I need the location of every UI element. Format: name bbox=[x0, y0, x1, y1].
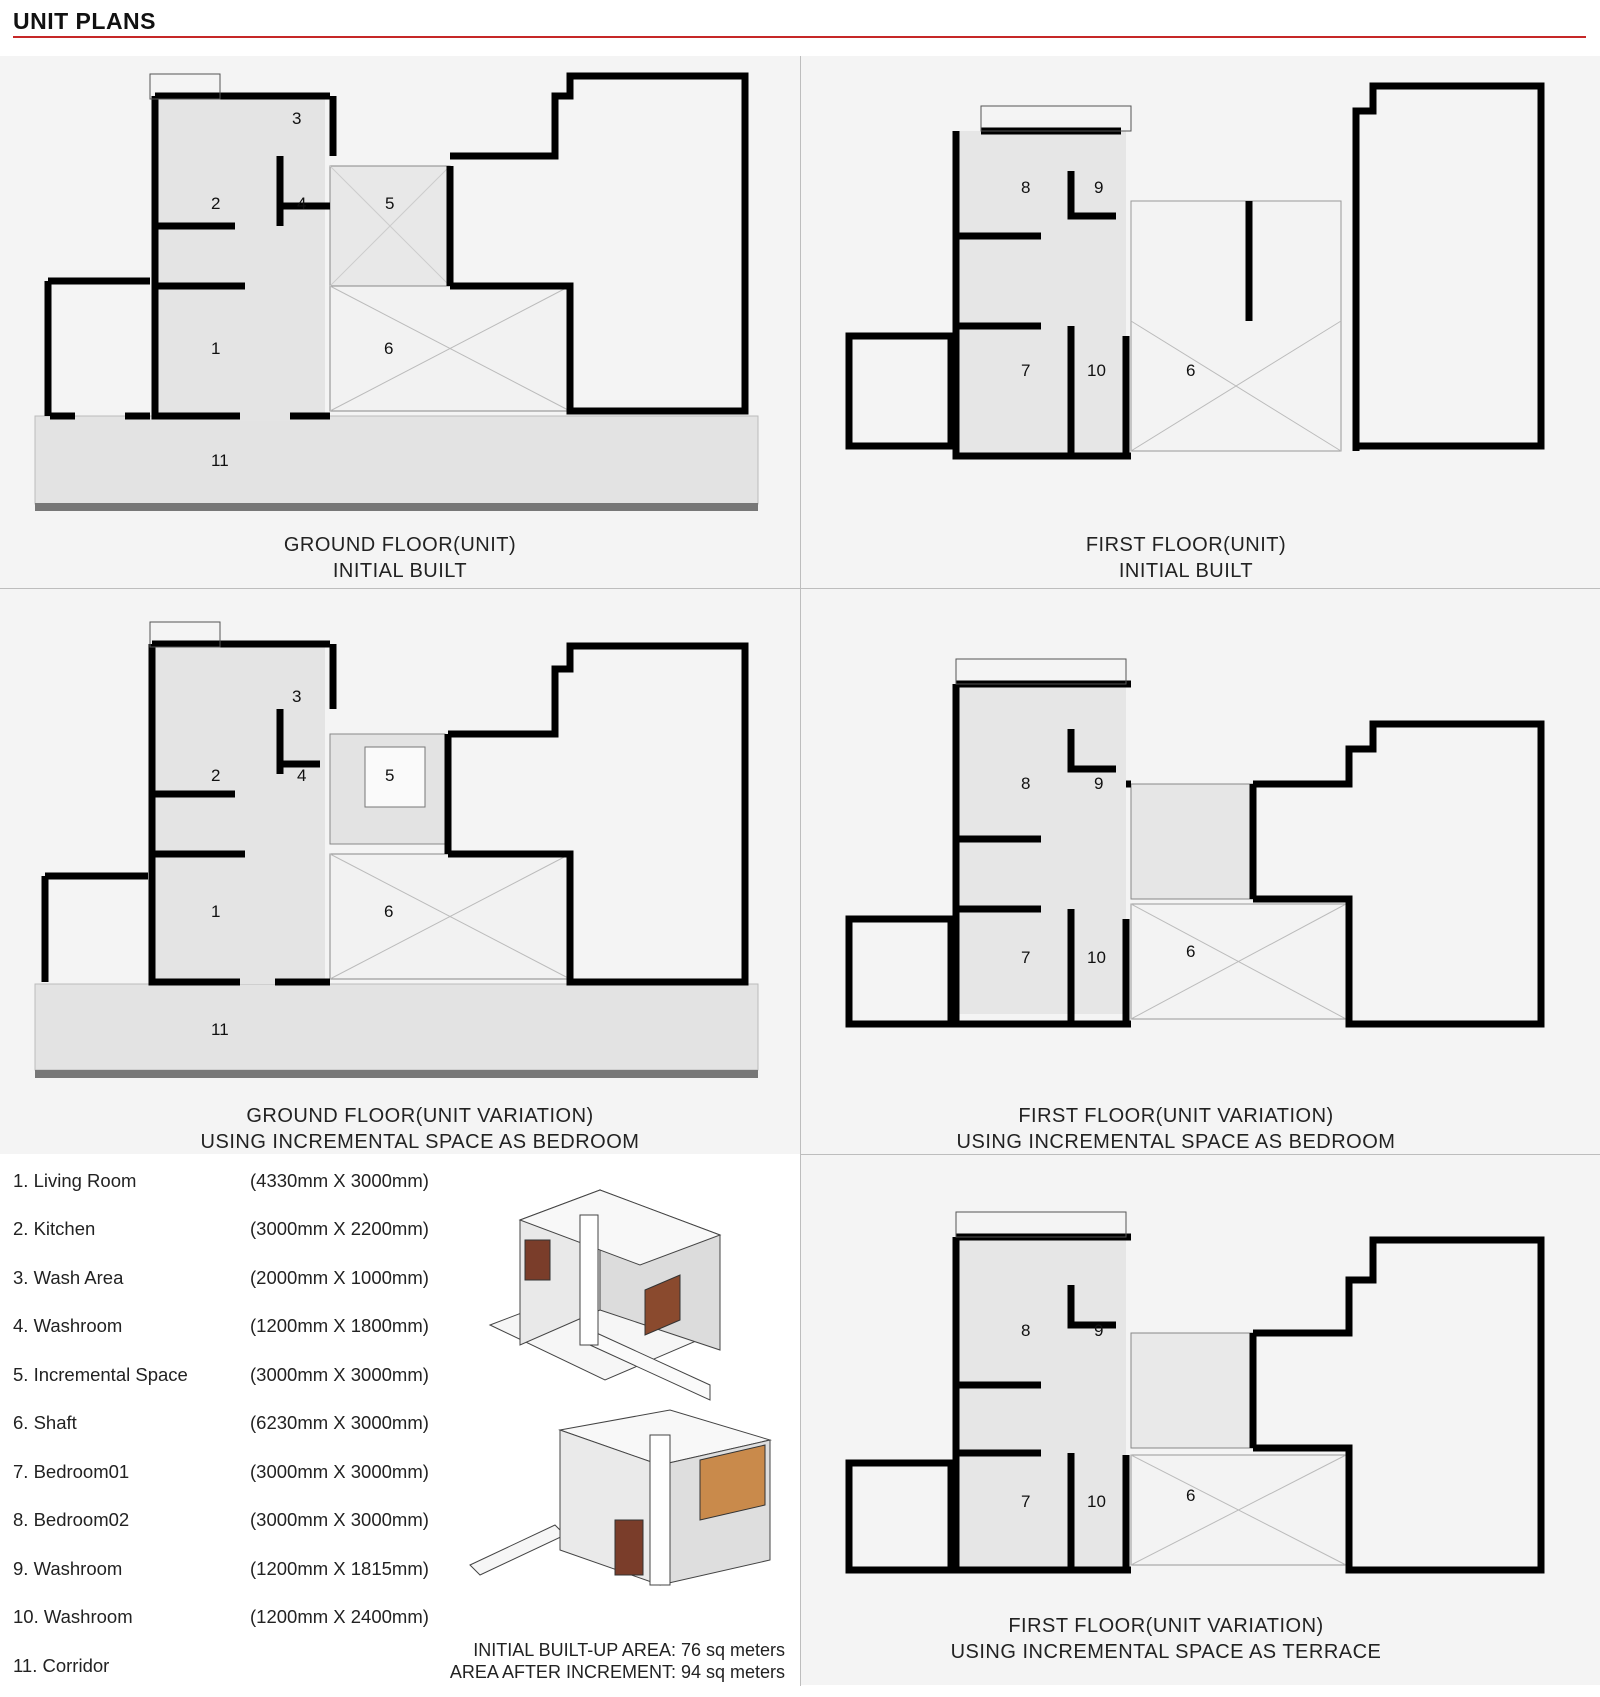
room-label-2: 2 bbox=[211, 194, 221, 213]
legend-name: 1. Living Room bbox=[13, 1170, 137, 1191]
legend-name: 5. Incremental Space bbox=[13, 1364, 188, 1385]
floor-plan-ff-initial bbox=[801, 56, 1600, 588]
room-label-4: 4 bbox=[297, 194, 307, 213]
legend-name: 4. Washroom bbox=[13, 1315, 123, 1336]
legend-row bbox=[13, 1558, 453, 1588]
caption-line-1: FIRST FLOOR(UNIT VARIATION) bbox=[1008, 1615, 1324, 1637]
room-label-7: 7 bbox=[1021, 1492, 1031, 1511]
caption-line-1: GROUND FLOOR(UNIT VARIATION) bbox=[246, 1105, 594, 1127]
caption-line-2: INITIAL BUILT bbox=[332, 560, 468, 582]
room-label-5: 5 bbox=[385, 194, 395, 213]
room-label-8: 8 bbox=[1021, 1321, 1031, 1340]
legend-dims: (3000mm X 2200mm) bbox=[250, 1218, 429, 1239]
room-label-11: 11 bbox=[211, 1020, 229, 1039]
bed bbox=[365, 747, 425, 807]
legend-row bbox=[13, 1315, 453, 1345]
room-label-3: 3 bbox=[292, 687, 302, 706]
legend-dims: (3000mm X 3000mm) bbox=[250, 1509, 429, 1530]
floor-plan-gf-variation bbox=[0, 589, 800, 1154]
window-top bbox=[981, 106, 1131, 131]
legend-row bbox=[13, 1364, 453, 1394]
bedroom-incremental-floor bbox=[1131, 784, 1256, 899]
corridor-edge bbox=[35, 1070, 758, 1078]
caption-ff-variation-bedroom bbox=[911, 1103, 1441, 1155]
legend-row bbox=[13, 1461, 453, 1491]
after-area-text: AREA AFTER INCREMENT: 94 sq meters bbox=[449, 1662, 785, 1682]
window-top bbox=[956, 659, 1126, 684]
legend-name: 8. Bedroom02 bbox=[13, 1509, 130, 1530]
legend-name: 6. Shaft bbox=[13, 1412, 77, 1433]
room-label-1: 1 bbox=[211, 902, 221, 921]
legend-row bbox=[13, 1606, 453, 1636]
legend-dims: (1200mm X 1815mm) bbox=[250, 1558, 429, 1579]
floor-plan-ff-variation-terrace bbox=[801, 1155, 1600, 1685]
caption-line-1: FIRST FLOOR(UNIT VARIATION) bbox=[1018, 1105, 1334, 1127]
legend-row bbox=[13, 1170, 453, 1200]
page-title: UNIT PLANS bbox=[13, 8, 156, 34]
caption-line-2: USING INCREMENTAL SPACE AS TERRACE bbox=[950, 1641, 1382, 1663]
corridor-edge bbox=[35, 503, 758, 511]
iso1-fin-wall bbox=[580, 1215, 598, 1345]
legend-dims: (4330mm X 3000mm) bbox=[250, 1170, 429, 1191]
room-label-1: 1 bbox=[211, 339, 221, 358]
iso2-jali-panel bbox=[615, 1520, 643, 1575]
iso2-fin-wall bbox=[650, 1435, 670, 1585]
caption-gf-variation bbox=[160, 1103, 680, 1155]
room-label-6: 6 bbox=[1186, 1486, 1196, 1505]
room-label-3: 3 bbox=[292, 109, 302, 128]
room-label-10: 10 bbox=[1087, 948, 1106, 967]
caption-line-2: USING INCREMENTAL SPACE AS BEDROOM bbox=[956, 1131, 1396, 1153]
room-label-6: 6 bbox=[384, 902, 394, 921]
room-label-6: 6 bbox=[1186, 361, 1196, 380]
legend-dims: (3000mm X 3000mm) bbox=[250, 1364, 429, 1385]
room-label-6: 6 bbox=[1186, 942, 1196, 961]
legend-name: 2. Kitchen bbox=[13, 1218, 96, 1239]
legend-row bbox=[13, 1218, 453, 1248]
floor-plan-ff-variation-bedroom bbox=[801, 589, 1600, 1154]
legend-dims: (2000mm X 1000mm) bbox=[250, 1267, 429, 1288]
title-underline bbox=[13, 36, 1586, 38]
room-label-7: 7 bbox=[1021, 361, 1031, 380]
legend-name: 3. Wash Area bbox=[13, 1267, 124, 1288]
terrace-floor bbox=[1131, 1333, 1256, 1448]
caption-gf-initial bbox=[200, 532, 600, 584]
room-label-4: 4 bbox=[297, 766, 307, 785]
legend-row bbox=[13, 1267, 453, 1297]
room-label-9: 9 bbox=[1094, 1321, 1104, 1340]
legend-row bbox=[13, 1412, 453, 1442]
caption-line-1: FIRST FLOOR(UNIT) bbox=[1085, 534, 1287, 556]
room-label-11: 11 bbox=[211, 451, 229, 470]
legend-name: 10. Washroom bbox=[13, 1606, 133, 1627]
room-label-2: 2 bbox=[211, 766, 221, 785]
plan-panel-ff-initial bbox=[801, 56, 1600, 588]
caption-ff-initial bbox=[981, 532, 1391, 584]
room-label-7: 7 bbox=[1021, 948, 1031, 967]
plan-panel-gf-initial bbox=[0, 56, 800, 588]
floor-plan-gf-initial bbox=[0, 56, 800, 588]
room-label-6: 6 bbox=[384, 339, 394, 358]
legend-dims: (3000mm X 3000mm) bbox=[250, 1461, 429, 1482]
shaft-floor bbox=[1131, 201, 1341, 451]
legend-dims: (1200mm X 1800mm) bbox=[250, 1315, 429, 1336]
corridor-floor bbox=[35, 416, 758, 504]
room-label-5: 5 bbox=[385, 766, 395, 785]
caption-line-2: INITIAL BUILT bbox=[1118, 560, 1254, 582]
room-label-10: 10 bbox=[1087, 1492, 1106, 1511]
room-label-9: 9 bbox=[1094, 178, 1104, 197]
isometric-view-1 bbox=[470, 1160, 790, 1410]
legend-dims: (6230mm X 3000mm) bbox=[250, 1412, 429, 1433]
plan-panel-ff-variation-bedroom bbox=[801, 589, 1600, 1154]
legend-dims: (1200mm X 2400mm) bbox=[250, 1606, 429, 1627]
room-label-9: 9 bbox=[1094, 774, 1104, 793]
plan-panel-gf-variation bbox=[0, 589, 800, 1154]
caption-ff-variation-terrace bbox=[901, 1613, 1431, 1665]
room-label-10: 10 bbox=[1087, 361, 1106, 380]
initial-area-text: INITIAL BUILT-UP AREA: 76 sq meters bbox=[473, 1640, 785, 1660]
legend-name: 11. Corridor bbox=[13, 1655, 110, 1676]
room-label-8: 8 bbox=[1021, 774, 1031, 793]
plan-panel-ff-variation-terrace bbox=[801, 1155, 1600, 1685]
isometric-view-2 bbox=[465, 1400, 785, 1610]
room-label-8: 8 bbox=[1021, 178, 1031, 197]
house-floor bbox=[956, 1237, 1126, 1567]
iso1-jali-panel bbox=[525, 1240, 550, 1280]
corridor-floor bbox=[35, 984, 758, 1070]
legend-row bbox=[13, 1655, 453, 1685]
legend-name: 7. Bedroom01 bbox=[13, 1461, 130, 1482]
window-top bbox=[956, 1212, 1126, 1237]
caption-line-2: USING INCREMENTAL SPACE AS BEDROOM bbox=[200, 1131, 640, 1153]
caption-line-1: GROUND FLOOR(UNIT) bbox=[283, 534, 517, 556]
legend-name: 9. Washroom bbox=[13, 1558, 123, 1579]
legend-row bbox=[13, 1509, 453, 1539]
house-floor bbox=[155, 96, 325, 421]
iso2-ramp bbox=[470, 1525, 565, 1575]
